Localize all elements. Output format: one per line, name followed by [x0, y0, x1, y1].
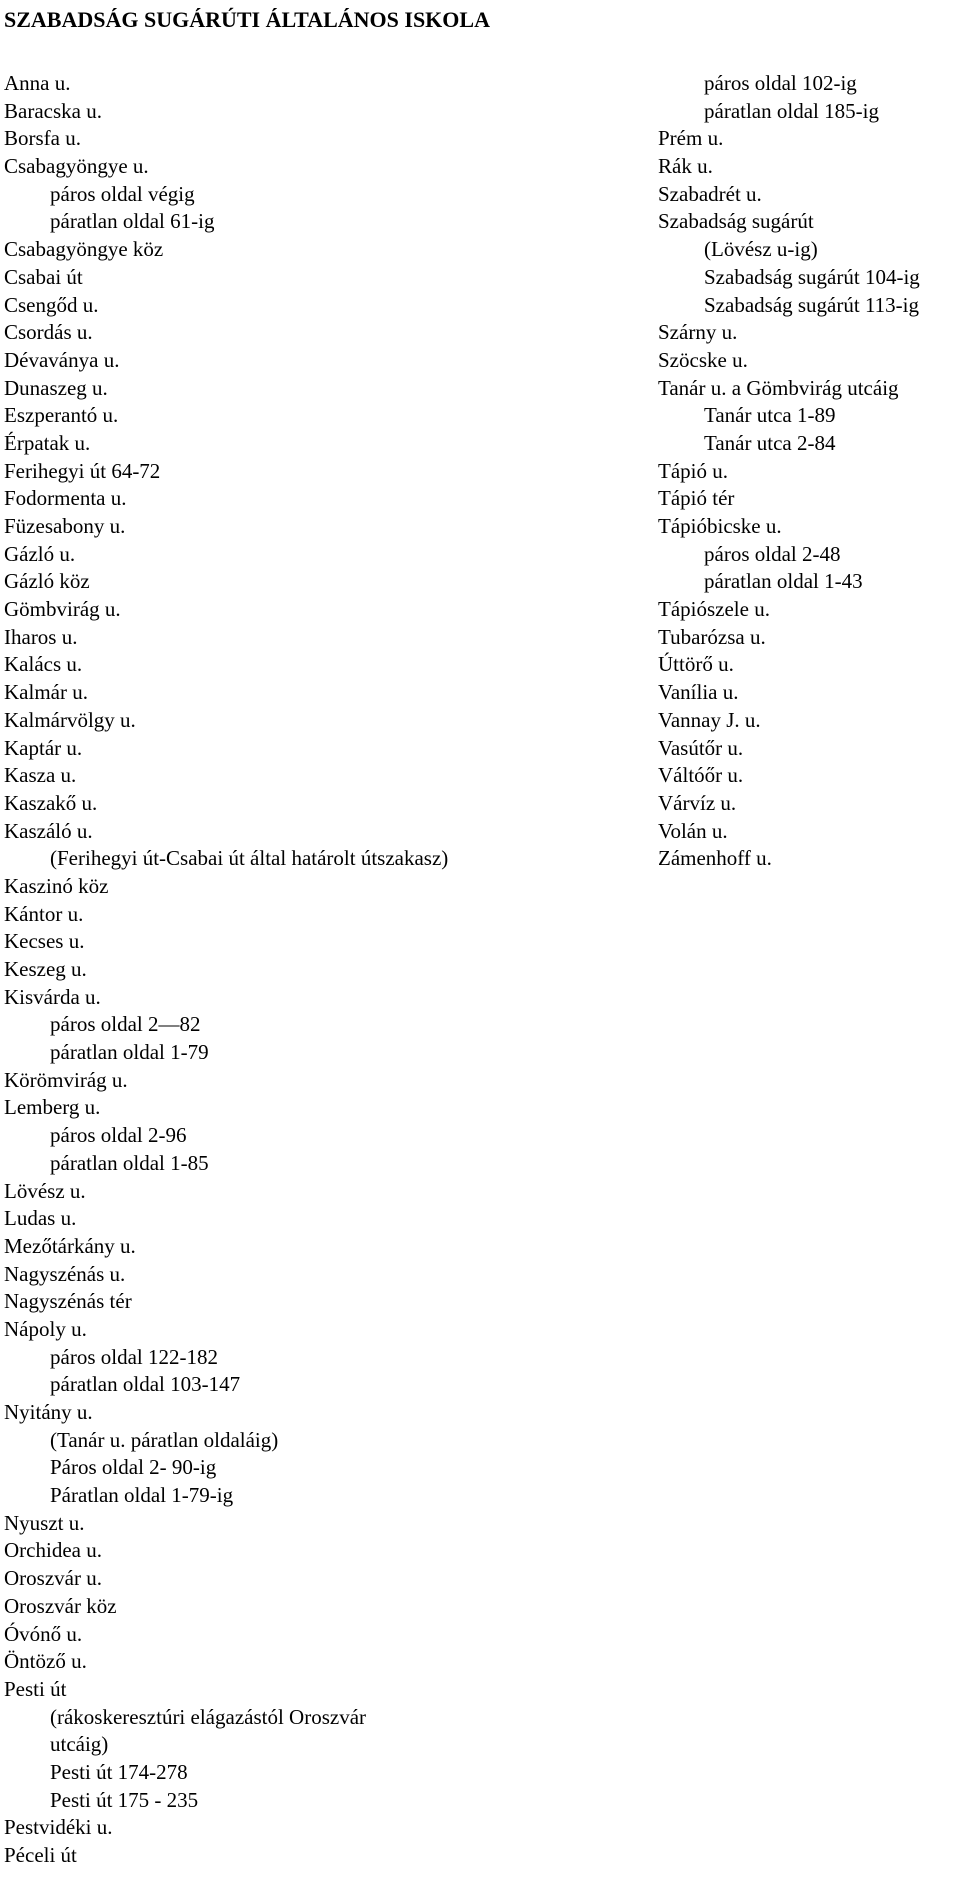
street-name: Kaszinó köz	[4, 873, 109, 898]
street-name: Nagyszénás u.	[4, 1261, 126, 1286]
street-name: Füzesabony u.	[4, 514, 126, 538]
street-detail: páros oldal 102-ig	[704, 71, 857, 95]
street-detail: páros oldal végig	[50, 181, 195, 206]
street-name: Zámenhoff u.	[658, 846, 772, 871]
street-name: Szabadrét u.	[658, 181, 762, 206]
street-name: Kasza u.	[4, 763, 77, 788]
street-name: Péceli út	[4, 1843, 77, 1867]
street-name: Váltóőr u.	[658, 763, 744, 788]
street-detail: Pesti út 175 - 235	[50, 1787, 199, 1812]
street-name: Oroszvár u.	[4, 1566, 102, 1591]
street-name: Csengőd u.	[4, 292, 99, 317]
street-name: Volán u.	[658, 818, 728, 843]
street-detail: páros oldal 122-182	[50, 1344, 218, 1369]
street-detail: Tanár utca 1-89	[704, 403, 836, 428]
street-name: Nyitány u.	[4, 1400, 93, 1424]
street-name: Kaszakő u.	[4, 790, 98, 815]
street-name: Tápiószele u.	[658, 597, 770, 622]
street-name: Lövész u.	[4, 1178, 86, 1203]
street-detail: (Lövész u-ig)	[704, 237, 818, 262]
street-name: Vasútőr u.	[658, 735, 744, 760]
street-detail: Tanár utca 2-84	[704, 430, 836, 455]
street-name: Mezőtárkány u.	[4, 1233, 136, 1258]
street-detail: páratlan oldal 185-ig	[704, 98, 879, 123]
street-name: Pestvidéki u.	[4, 1815, 113, 1840]
left-street-list	[4, 70, 448, 1870]
street-detail: páros oldal 2—82	[50, 1012, 201, 1037]
street-detail: páratlan oldal 61-ig	[50, 209, 215, 234]
street-name: Vanília u.	[658, 680, 739, 705]
street-name: Kisvárda u.	[4, 984, 101, 1009]
street-name: Kaptár u.	[4, 735, 83, 760]
street-name: Tápió u.	[658, 458, 728, 483]
street-name: Kántor u.	[4, 901, 84, 926]
street-name: Borsfa u.	[4, 126, 81, 151]
street-name: Csabagyöngye köz	[4, 237, 164, 262]
street-detail: Szabadság sugárút 104-ig	[704, 264, 920, 289]
street-name: Ludas u.	[4, 1206, 77, 1231]
street-name: Várvíz u.	[658, 790, 737, 815]
page-title: SZABADSÁG SUGÁRÚTI ÁLTALÁNOS ISKOLA	[4, 7, 490, 32]
street-detail: (Tanár u. páratlan oldaláig)	[50, 1427, 279, 1452]
street-name: Kalmárvölgy u.	[4, 707, 136, 732]
street-detail: páros oldal 2-96	[50, 1123, 187, 1148]
street-name: Kalács u.	[4, 652, 83, 677]
street-name: Oroszvár köz	[4, 1593, 117, 1618]
street-name: Úttörő u.	[658, 652, 734, 677]
street-detail: Szabadság sugárút 113-ig	[704, 292, 920, 317]
street-name: Szöcske u.	[658, 347, 748, 372]
street-name: Pesti út	[4, 1676, 67, 1701]
street-name: Ferihegyi út 64-72	[4, 458, 161, 483]
street-detail: (Ferihegyi út-Csabai út által határolt útszakasz)	[50, 846, 449, 871]
street-name: Anna u.	[4, 71, 71, 95]
street-name: Prém u.	[658, 126, 724, 151]
street-name: Szárny u.	[658, 320, 738, 345]
street-name: Kaszáló u.	[4, 818, 93, 843]
street-name: Körömvirág u.	[4, 1067, 128, 1092]
street-name: Tubarózsa u.	[658, 624, 766, 649]
street-name: Dévaványa u.	[4, 347, 120, 372]
street-name: Iharos u.	[4, 624, 78, 649]
street-name: Nagyszénás tér	[4, 1289, 132, 1314]
street-detail: páratlan oldal 1-85	[50, 1150, 209, 1175]
street-name: Csabai út	[4, 264, 83, 289]
street-name: Gázló köz	[4, 569, 90, 594]
street-detail: (rákoskeresztúri elágazástól Oroszvár	[50, 1704, 367, 1729]
street-detail: páratlan oldal 103-147	[50, 1372, 241, 1397]
street-name: Rák u.	[658, 154, 713, 179]
street-detail: Pesti út 174-278	[50, 1759, 188, 1784]
street-name: Nyuszt u.	[4, 1510, 85, 1535]
street-name: Érpatak u.	[4, 430, 91, 455]
street-name: Gázló u.	[4, 541, 76, 566]
street-name: Kalmár u.	[4, 680, 88, 705]
street-name: Dunaszeg u.	[4, 375, 108, 400]
street-detail: páratlan oldal 1-43	[704, 569, 863, 594]
street-name: Csordás u.	[4, 320, 93, 345]
street-name: Gömbvirág u.	[4, 597, 121, 622]
street-name: Fodormenta u.	[4, 486, 127, 511]
street-detail: utcáig)	[50, 1732, 109, 1757]
street-name: Kecses u.	[4, 929, 85, 954]
street-name: Óvónő u.	[4, 1621, 83, 1646]
street-name: Orchidea u.	[4, 1538, 102, 1563]
street-name: Csabagyöngye u.	[4, 154, 149, 179]
street-name: Tápióbicske u.	[658, 514, 782, 538]
street-name: Tápió tér	[658, 486, 735, 511]
street-detail: Páros oldal 2- 90-ig	[50, 1455, 217, 1480]
street-name: Tanár u. a Gömbvirág utcáig	[658, 375, 899, 400]
street-name: Vannay J. u.	[658, 707, 761, 732]
street-name: Eszperantó u.	[4, 403, 119, 428]
street-name: Baracska u.	[4, 98, 102, 123]
street-detail: Páratlan oldal 1-79-ig	[50, 1483, 234, 1508]
street-detail: páros oldal 2-48	[704, 541, 841, 566]
street-name: Szabadság sugárút	[658, 209, 814, 234]
street-name: Lemberg u.	[4, 1095, 101, 1120]
street-name: Keszeg u.	[4, 957, 87, 981]
street-detail: páratlan oldal 1-79	[50, 1040, 209, 1065]
street-name: Nápoly u.	[4, 1316, 87, 1341]
street-name: Öntöző u.	[4, 1649, 87, 1674]
right-street-list	[658, 70, 920, 873]
